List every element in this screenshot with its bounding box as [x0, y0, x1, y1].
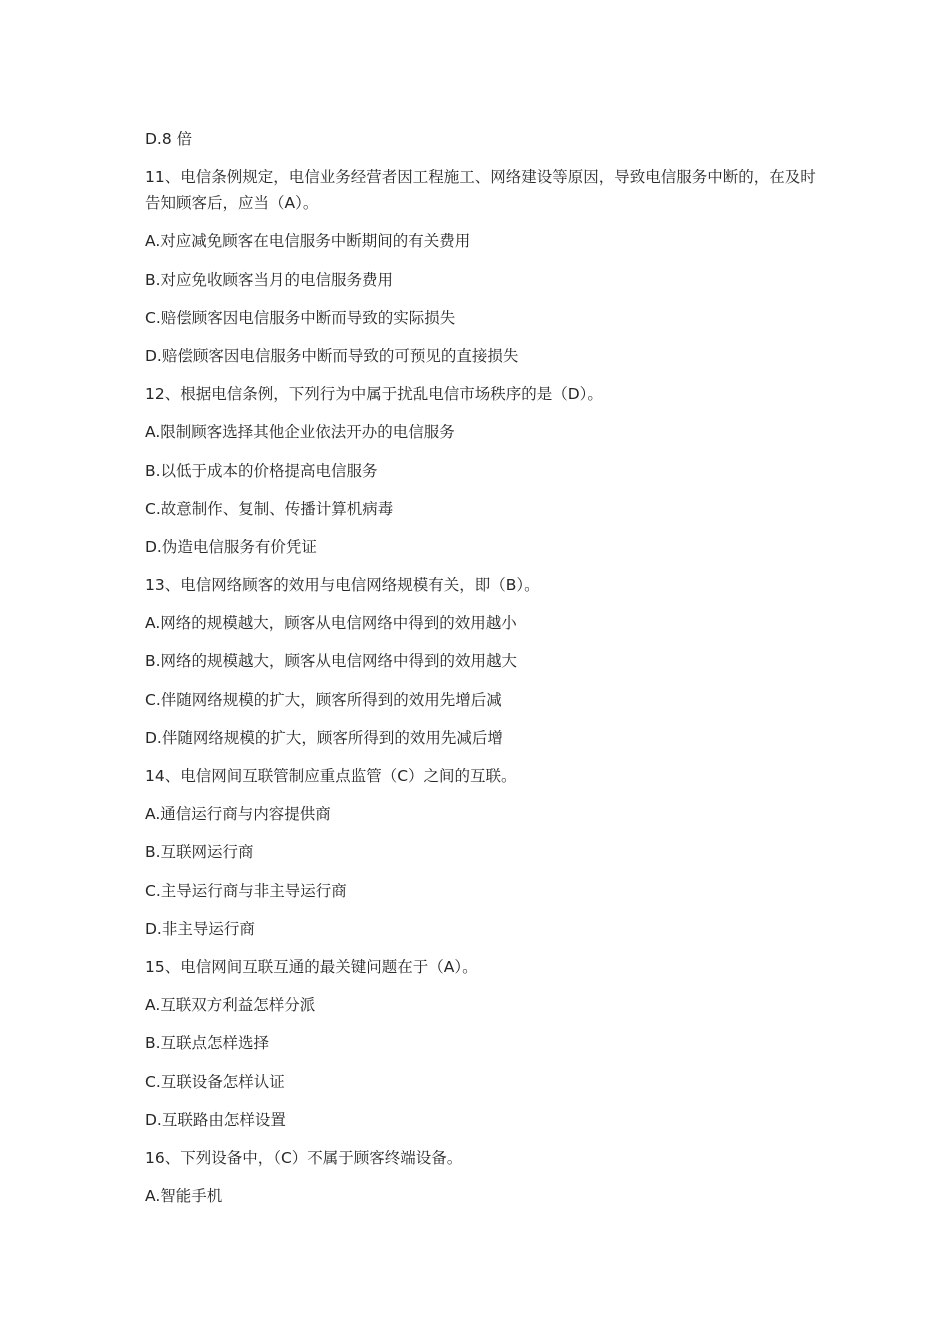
- question-line: 13、电信网络顾客的效用与电信网络规模有关，即（B）。: [145, 576, 540, 595]
- option-line: C.赔偿顾客因电信服务中断而导致的实际损失: [145, 308, 456, 327]
- option-line: B.互联点怎样选择: [145, 1034, 270, 1053]
- document-page: [145, 126, 825, 1221]
- question-line: 12、根据电信条例，下列行为中属于扰乱电信市场秩序的是（D）。: [145, 385, 603, 404]
- option-line: D.互联路由怎样设置: [145, 1110, 286, 1129]
- option-line: C.伴随网络规模的扩大，顾客所得到的效用先增后减: [145, 690, 502, 709]
- option-line: D.非主导运行商: [145, 919, 255, 938]
- question-line: 11、电信条例规定，电信业务经营者因工程施工、网络建设等原因，导致电信服务中断的，在及时告知顾客后，应当（A）。: [145, 168, 816, 213]
- option-line: B.互联网运行商: [145, 843, 254, 862]
- option-line: A.限制顾客选择其他企业依法开办的电信服务: [145, 423, 455, 442]
- option-line: C.主导运行商与非主导运行商: [145, 881, 347, 900]
- option-line: A.互联双方利益怎样分派: [145, 996, 316, 1015]
- option-line: C.故意制作、复制、传播计算机病毒: [145, 499, 394, 518]
- option-line: D.赔偿顾客因电信服务中断而导致的可预见的直接损失: [145, 346, 519, 365]
- option-line: B.对应免收顾客当月的电信服务费用: [145, 270, 394, 289]
- option-line: D.伴随网络规模的扩大，顾客所得到的效用先减后增: [145, 728, 503, 747]
- question-line: 15、电信网间互联互通的最关键问题在于（A）。: [145, 957, 478, 976]
- option-line: A.对应减免顾客在电信服务中断期间的有关费用: [145, 232, 471, 251]
- option-line: A.智能手机: [145, 1187, 223, 1206]
- option-line: D.8 倍: [145, 130, 193, 148]
- option-line: B.以低于成本的价格提高电信服务: [145, 461, 378, 480]
- option-line: A.网络的规模越大，顾客从电信网络中得到的效用越小: [145, 614, 517, 633]
- option-line: B.网络的规模越大，顾客从电信网络中得到的效用越大: [145, 652, 518, 671]
- question-line: 14、电信网间互联管制应重点监管（C）之间的互联。: [145, 767, 517, 785]
- option-line: C.互联设备怎样认证: [145, 1072, 285, 1091]
- option-line: D.伪造电信服务有价凭证: [145, 537, 317, 556]
- option-line: A.通信运行商与内容提供商: [145, 805, 331, 824]
- question-line: 16、下列设备中，（C）不属于顾客终端设备。: [145, 1148, 463, 1167]
